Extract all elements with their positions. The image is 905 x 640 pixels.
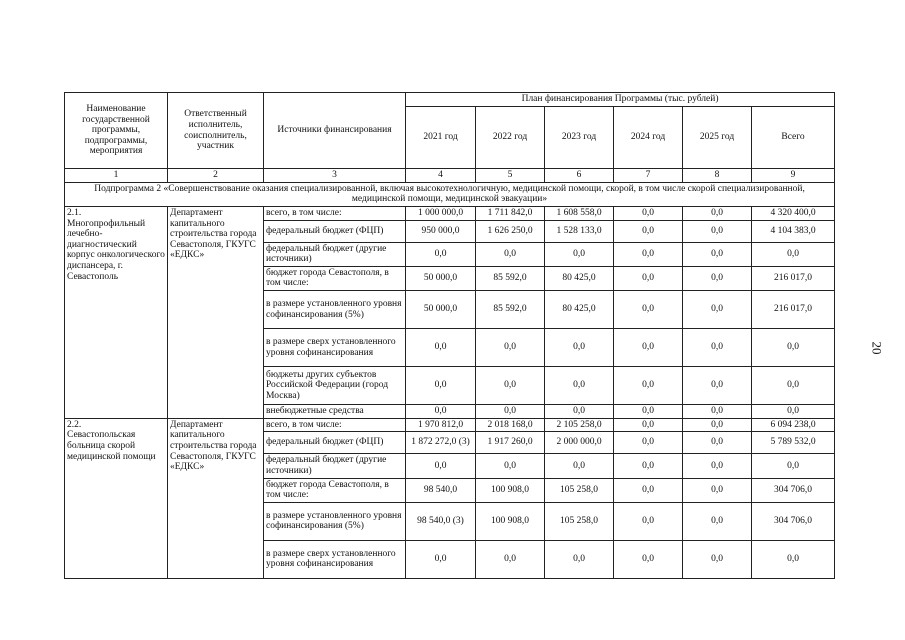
column-number: 3 [264, 169, 406, 183]
value-cell: 0,0 [683, 405, 752, 419]
value-cell: 0,0 [614, 367, 683, 405]
value-cell: 100 908,0 [476, 502, 545, 540]
value-cell: 0,0 [545, 405, 614, 419]
value-cell: 0,0 [683, 206, 752, 220]
activity-number: 2.1. [67, 207, 82, 218]
header-year: 2021 год [406, 107, 476, 169]
value-cell: 1 528 133,0 [545, 220, 614, 242]
total-cell: 0,0 [752, 367, 835, 405]
value-cell: 1 711 842,0 [476, 206, 545, 220]
column-number: 2 [168, 169, 264, 183]
value-cell: 0,0 [406, 329, 476, 367]
value-cell: 85 592,0 [476, 266, 545, 290]
value-cell: 0,0 [683, 432, 752, 454]
value-cell: 1 608 558,0 [545, 206, 614, 220]
source-cell: федеральный бюджет (другие источники) [264, 242, 406, 266]
value-cell: 0,0 [614, 432, 683, 454]
header-executor: Ответственный исполнитель, соисполнитель, участник [168, 93, 264, 169]
value-cell: 0,0 [406, 540, 476, 578]
value-cell: 1 970 812,0 [406, 418, 476, 432]
value-cell: 0,0 [545, 367, 614, 405]
value-cell: 0,0 [614, 242, 683, 266]
subprogram-title: Подпрограмма 2 «Совершенствование оказания специализированной, включая высокотехнологичную, медицинской помощи, скорой, в том числе скорой специализированной, медицинской помощи, медицинской эвакуации» [65, 182, 835, 206]
source-cell: бюджет города Севастополя, в том числе: [264, 478, 406, 502]
value-cell: 0,0 [545, 329, 614, 367]
value-cell: 80 425,0 [545, 266, 614, 290]
value-cell: 0,0 [614, 478, 683, 502]
total-cell: 0,0 [752, 454, 835, 478]
column-number: 7 [614, 169, 683, 183]
header-year: 2023 год [545, 107, 614, 169]
value-cell: 0,0 [614, 454, 683, 478]
header-year: 2024 год [614, 107, 683, 169]
value-cell: 2 018 168,0 [476, 418, 545, 432]
value-cell: 0,0 [683, 478, 752, 502]
executor-cell: Департамент капитального строительства города Севастополя, ГКУГС «ЕДКС» [168, 206, 264, 418]
value-cell: 0,0 [683, 266, 752, 290]
value-cell: 0,0 [476, 405, 545, 419]
value-cell: 0,0 [614, 418, 683, 432]
value-cell: 0,0 [614, 405, 683, 419]
value-cell: 2 105 258,0 [545, 418, 614, 432]
value-cell: 0,0 [683, 418, 752, 432]
total-cell: 216 017,0 [752, 291, 835, 329]
value-cell: 1 000 000,0 [406, 206, 476, 220]
financing-table [64, 92, 835, 579]
value-cell: 0,0 [614, 329, 683, 367]
value-cell: 0,0 [683, 454, 752, 478]
column-number: 6 [545, 169, 614, 183]
source-cell: внебюджетные средства [264, 405, 406, 419]
total-cell: 5 789 532,0 [752, 432, 835, 454]
column-number: 1 [65, 169, 168, 183]
value-cell: 2 000 000,0 [545, 432, 614, 454]
source-cell: в размере сверх установленного уровня софинансирования [264, 329, 406, 367]
header-name: Наименование государственной программы, подпрограммы, мероприятия [65, 93, 168, 169]
value-cell: 85 592,0 [476, 291, 545, 329]
total-cell: 6 094 238,0 [752, 418, 835, 432]
activity-cell [65, 418, 168, 578]
value-cell: 0,0 [406, 454, 476, 478]
total-cell: 0,0 [752, 405, 835, 419]
executor-cell: Департамент капитального строительства города Севастополя, ГКУГС «ЕДКС» [168, 418, 264, 578]
value-cell: 105 258,0 [545, 478, 614, 502]
value-cell: 0,0 [406, 367, 476, 405]
page-number: 20 [869, 341, 885, 355]
value-cell: 0,0 [614, 206, 683, 220]
value-cell: 100 908,0 [476, 478, 545, 502]
header-year: 2022 год [476, 107, 545, 169]
source-cell: в размере установленного уровня софинансирования (5%) [264, 291, 406, 329]
total-cell: 0,0 [752, 540, 835, 578]
value-cell: 0,0 [614, 220, 683, 242]
total-cell: 0,0 [752, 329, 835, 367]
value-cell: 0,0 [476, 367, 545, 405]
value-cell: 0,0 [683, 242, 752, 266]
table-row [65, 206, 835, 220]
table-row [65, 418, 835, 432]
total-cell: 4 320 400,0 [752, 206, 835, 220]
value-cell: 0,0 [545, 454, 614, 478]
value-cell: 0,0 [614, 502, 683, 540]
value-cell: 1 872 272,0 (3) [406, 432, 476, 454]
source-cell: всего, в том числе: [264, 206, 406, 220]
value-cell: 0,0 [476, 454, 545, 478]
value-cell: 0,0 [476, 242, 545, 266]
value-cell: 0,0 [614, 266, 683, 290]
total-cell: 4 104 383,0 [752, 220, 835, 242]
value-cell: 0,0 [683, 502, 752, 540]
source-cell: в размере сверх установленного уровня софинансирования [264, 540, 406, 578]
value-cell: 0,0 [476, 329, 545, 367]
value-cell: 0,0 [545, 540, 614, 578]
column-number: 8 [683, 169, 752, 183]
value-cell: 1 626 250,0 [476, 220, 545, 242]
source-cell: в размере установленного уровня софинансирования (5%) [264, 502, 406, 540]
source-cell: всего, в том числе: [264, 418, 406, 432]
value-cell: 950 000,0 [406, 220, 476, 242]
value-cell: 0,0 [406, 405, 476, 419]
value-cell: 50 000,0 [406, 291, 476, 329]
header-sources: Источники финансирования [264, 93, 406, 169]
source-cell: федеральный бюджет (ФЦП) [264, 220, 406, 242]
source-cell: бюджеты других субъектов Российской Федерации (город Москва) [264, 367, 406, 405]
value-cell: 0,0 [614, 291, 683, 329]
header-total: Всего [752, 107, 835, 169]
value-cell: 50 000,0 [406, 266, 476, 290]
total-cell: 304 706,0 [752, 478, 835, 502]
header-year: 2025 год [683, 107, 752, 169]
value-cell: 98 540,0 (3) [406, 502, 476, 540]
value-cell: 0,0 [683, 329, 752, 367]
column-number: 4 [406, 169, 476, 183]
value-cell: 0,0 [683, 367, 752, 405]
value-cell: 105 258,0 [545, 502, 614, 540]
value-cell: 1 917 260,0 [476, 432, 545, 454]
value-cell: 0,0 [406, 242, 476, 266]
header-plan: План финансирования Программы (тыс. рублей) [406, 93, 835, 107]
activity-name: Многопрофильный лечебно-диагностический корпус онкологического диспансера, г. Севастополь [67, 218, 165, 282]
source-cell: бюджет города Севастополя, в том числе: [264, 266, 406, 290]
value-cell: 0,0 [683, 291, 752, 329]
value-cell: 0,0 [683, 220, 752, 242]
total-cell: 304 706,0 [752, 502, 835, 540]
column-number: 9 [752, 169, 835, 183]
value-cell: 80 425,0 [545, 291, 614, 329]
value-cell: 98 540,0 [406, 478, 476, 502]
activity-name: Севастопольская больница скорой медицинской помощи [67, 430, 156, 462]
value-cell: 0,0 [545, 242, 614, 266]
column-number: 5 [476, 169, 545, 183]
source-cell: федеральный бюджет (ФЦП) [264, 432, 406, 454]
source-cell: федеральный бюджет (другие источники) [264, 454, 406, 478]
total-cell: 0,0 [752, 242, 835, 266]
total-cell: 216 017,0 [752, 266, 835, 290]
value-cell: 0,0 [683, 540, 752, 578]
value-cell: 0,0 [476, 540, 545, 578]
value-cell: 0,0 [614, 540, 683, 578]
activity-number: 2.2. [67, 419, 82, 430]
activity-cell [65, 206, 168, 418]
